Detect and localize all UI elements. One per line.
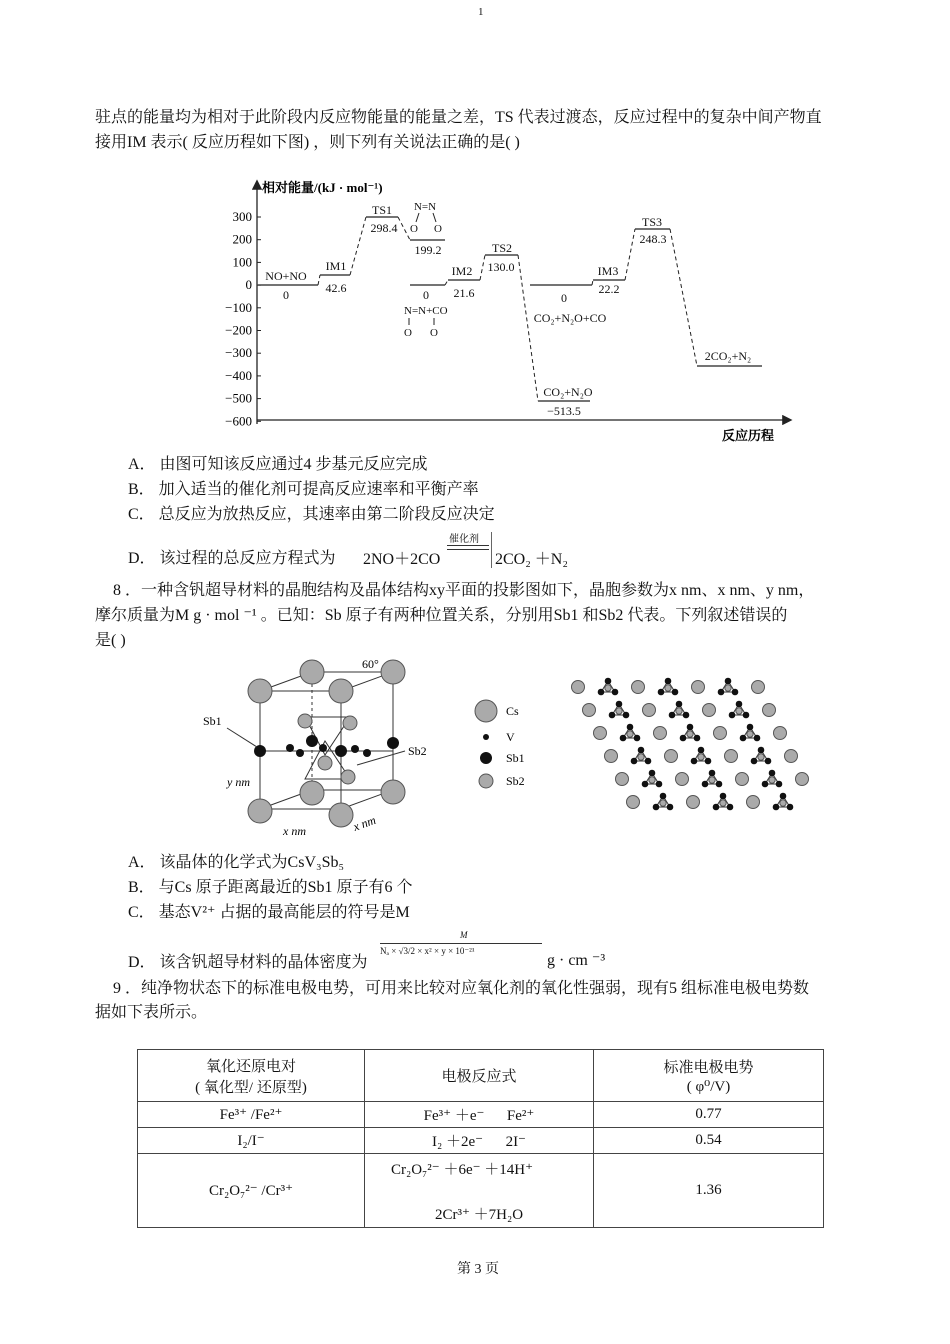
projection-v	[732, 689, 739, 696]
sb2-label: Sb2	[408, 744, 427, 758]
projection-v	[736, 701, 743, 708]
projection-cs	[692, 681, 705, 694]
x-axis-label: 反应历程	[722, 428, 775, 443]
projection-cs	[752, 681, 765, 694]
q8-density-num: M	[460, 930, 468, 940]
table-row	[138, 1128, 824, 1154]
projection-sb2	[676, 708, 682, 714]
q7-option-d: D． 该过程的总反应方程式为	[128, 550, 336, 567]
projection-v	[667, 804, 674, 811]
projection-v	[645, 758, 652, 765]
cell-reaction: Fe³⁺ ＋e⁻ Fe²⁺	[365, 1102, 594, 1128]
projection-v	[705, 758, 712, 765]
projection-v	[762, 781, 769, 788]
projection-cs	[572, 681, 585, 694]
projection-v	[709, 770, 716, 777]
projection-cs	[665, 750, 678, 763]
y-tick-label: 100	[232, 254, 252, 270]
projection-cs	[703, 704, 716, 717]
value-co2n2oco: 0	[561, 291, 567, 305]
y-tick-label: −400	[225, 367, 252, 383]
y-dim-label: y nm	[227, 775, 250, 789]
q8-option-c: C． 基态V²⁺ 占据的最高能层的符号是M	[128, 904, 410, 921]
y-tick-label: −300	[225, 345, 252, 361]
projection-v	[598, 689, 605, 696]
projection-cs	[627, 796, 640, 809]
projection-v	[609, 712, 616, 719]
legend-sb2: Sb2	[506, 774, 525, 788]
projection-cs	[654, 727, 667, 740]
projection-cs	[714, 727, 727, 740]
projection-cs	[687, 796, 700, 809]
projection-v	[634, 735, 641, 742]
projection-v	[680, 735, 687, 742]
projection-sb2	[605, 685, 611, 691]
label-ts1: TS1	[371, 203, 393, 217]
projection-sb2	[660, 800, 666, 806]
y-tick-label: 200	[232, 231, 252, 247]
projection-v	[773, 804, 780, 811]
svg-text:O: O	[410, 223, 418, 235]
angle-label: 60°	[362, 657, 379, 671]
y-tick-label: 0	[245, 277, 252, 293]
y-tick-label: −500	[225, 390, 252, 406]
reaction-line-1: Cr₂O₇²⁻ ＋6e⁻ ＋14H⁺	[391, 1162, 534, 1178]
projection-sb2	[758, 754, 764, 760]
projection-cs	[643, 704, 656, 717]
header-reaction: 电极反应式	[365, 1050, 594, 1102]
projection-sb2	[649, 777, 655, 783]
projection-v	[713, 804, 720, 811]
projection-v	[698, 747, 705, 754]
projection-v	[658, 689, 665, 696]
projection-v	[623, 712, 630, 719]
q8-density-den: Nₐ × √3/2 × x² × y × 10⁻²¹	[380, 946, 475, 956]
q8-option-a: A． 该晶体的化学式为CsV₃Sb₅	[128, 854, 345, 871]
onnn-structure	[404, 305, 448, 339]
projection-v	[743, 712, 750, 719]
projection-v	[725, 678, 732, 685]
cell-potential: 0.77	[594, 1102, 824, 1128]
projection-sb2	[616, 708, 622, 714]
projection-sb2	[665, 685, 671, 691]
q8-line-2: 摩尔质量为M g · mol ⁻¹ 。已知：Sb 原子有两种位置关系，分别用Sb1 和Sb2 代表。下列叙述错误的	[95, 607, 788, 624]
projection-v	[616, 701, 623, 708]
projection-cs	[796, 773, 809, 786]
q7-eq-bar-2	[447, 549, 489, 550]
page-footer: 第 3 页	[457, 1262, 499, 1277]
projection-v	[769, 770, 776, 777]
q9-line-1: 9 ．纯净物状态下的标准电极电势，可用来比较对应氧化剂的氧化性强弱，现有5 组标准电极电势数	[113, 980, 810, 997]
y-tick-label: −600	[225, 413, 252, 429]
projection-v	[660, 793, 667, 800]
value-n2o2: 199.2	[414, 243, 442, 257]
projection-v	[776, 781, 783, 788]
label-ts3: TS3	[641, 215, 663, 229]
header-potential: 标准电极电势 ( φ⁰/V)	[594, 1050, 824, 1102]
projection-v	[691, 758, 698, 765]
crystal-cell-figure	[195, 655, 435, 843]
projection-cs	[763, 704, 776, 717]
projection-cs	[594, 727, 607, 740]
projection-cs	[736, 773, 749, 786]
value-im2: 21.6	[453, 286, 475, 300]
projection-v	[665, 678, 672, 685]
projection-v	[620, 735, 627, 742]
projection-cs	[583, 704, 596, 717]
projection-v	[642, 781, 649, 788]
q7-eq-divider	[491, 532, 492, 568]
label-co2-n2o: CO₂+N₂O	[543, 385, 593, 399]
cell-pair: Cr₂O₇²⁻ /Cr³⁺	[138, 1154, 365, 1228]
projection-v	[780, 793, 787, 800]
projection-sb2	[747, 731, 753, 737]
cell-pair: Fe³⁺ /Fe²⁺	[138, 1102, 365, 1128]
sb1-label: Sb1	[203, 714, 222, 728]
cell-reaction	[365, 1154, 594, 1228]
projection-v	[649, 770, 656, 777]
value-im3: 22.2	[598, 282, 620, 296]
q9-line-2: 据如下表所示。	[95, 1004, 208, 1021]
cell-potential: 0.54	[594, 1128, 824, 1154]
projection-sb2	[709, 777, 715, 783]
label-reactants: NO+NO	[265, 269, 307, 283]
q7-option-b: B． 加入适当的催化剂可提高反应速率和平衡产率	[128, 481, 479, 498]
value-ts3: 248.3	[639, 232, 667, 246]
projection-sb2	[638, 754, 644, 760]
legend-v: V	[506, 730, 515, 744]
label-im2: IM2	[451, 264, 473, 278]
table-row	[138, 1154, 824, 1228]
projection-v	[653, 804, 660, 811]
label-ts2: TS2	[491, 241, 513, 255]
q8-fraction-bar	[380, 943, 542, 944]
q7-eq-bar-1	[447, 545, 489, 546]
y-tick-label: 300	[232, 209, 252, 224]
energy-diagram	[200, 172, 800, 452]
projection-v	[758, 747, 765, 754]
intro-line-1: 驻点的能量均为相对于此阶段内反应物能量的能量之差，TS 代表过渡态，反应过程中的复杂中间产物直	[95, 109, 822, 126]
svg-text:N=N: N=N	[413, 201, 437, 213]
svg-text:O: O	[430, 327, 438, 339]
q7-eq-right: 2CO₂ ＋N₂	[495, 551, 568, 568]
value-onnn: 0	[423, 288, 429, 302]
page-top-number: 1	[478, 6, 484, 18]
projection-v	[754, 735, 761, 742]
label-im1: IM1	[325, 259, 347, 273]
projection-v	[718, 689, 725, 696]
value-co2-n2o: −513.5	[547, 404, 581, 418]
q7-option-c: C． 总反应为放热反应，其速率由第二阶段反应决定	[128, 506, 495, 523]
projection-v	[716, 781, 723, 788]
reaction-line-2: 2Cr³⁺ ＋7H₂O	[434, 1207, 524, 1223]
q8-line-1: 8 ．一种含钒超导材料的晶胞结构及晶体结构xy平面的投影图如下，晶胞参数为x nm、x nm、y nm，	[113, 582, 815, 599]
q7-eq-left: 2NO＋2CO	[363, 551, 441, 568]
projection-cs	[774, 727, 787, 740]
projection-v	[669, 712, 676, 719]
cell-potential: 1.36	[594, 1154, 824, 1228]
projection-v	[702, 781, 709, 788]
cell-reaction: I₂ ＋2e⁻ 2I⁻	[365, 1128, 594, 1154]
projection-cs	[605, 750, 618, 763]
intro-line-2: 接用IM 表示( 反应历程如下图) ，则下列有关说法正确的是( )	[95, 134, 520, 151]
value-reactants: 0	[283, 288, 289, 302]
projection-v	[729, 712, 736, 719]
label-products: 2CO₂+N₂	[704, 349, 752, 363]
projection-cs	[676, 773, 689, 786]
projection-cs	[785, 750, 798, 763]
label-co2n2oco: CO₂+N₂O+CO	[533, 311, 607, 325]
projection-v	[676, 701, 683, 708]
projection-sb2	[769, 777, 775, 783]
svg-text:O: O	[434, 223, 442, 235]
cell-pair: I₂/I⁻	[138, 1128, 365, 1154]
projection-cs	[747, 796, 760, 809]
y-tick-label: −100	[225, 299, 252, 315]
header-pair: 氧化还原电对 ( 氧化型/ 还原型)	[138, 1050, 365, 1102]
potential-table	[137, 1049, 824, 1228]
projection-sb2	[687, 731, 693, 737]
projection-sb2	[698, 754, 704, 760]
value-ts1: 298.4	[370, 221, 398, 235]
projection-v	[720, 793, 727, 800]
table-header-row	[138, 1050, 824, 1102]
projection-sb2	[627, 731, 633, 737]
n2o2-structure	[410, 201, 442, 235]
projection-v	[683, 712, 690, 719]
q7-catalyst: 催化剂	[449, 534, 479, 545]
projection-cs	[725, 750, 738, 763]
projection-v	[787, 804, 794, 811]
crystal-legend	[470, 695, 550, 795]
y-tick-label: −200	[225, 322, 252, 338]
projection-sb2	[720, 800, 726, 806]
projection-sb2	[780, 800, 786, 806]
y-axis-label: 相对能量/(kJ · mol⁻¹)	[262, 180, 383, 195]
projection-v	[765, 758, 772, 765]
xy-projection-figure	[560, 675, 810, 820]
x-dim-label-1: x nm	[283, 824, 306, 838]
projection-cs	[632, 681, 645, 694]
q8-line-3: 是( )	[95, 632, 126, 649]
projection-v	[694, 735, 701, 742]
q7-option-a: A． 由图可知该反应通过4 步基元反应完成	[128, 456, 428, 473]
projection-v	[627, 724, 634, 731]
q8-option-d: D． 该含钒超导材料的晶体密度为	[128, 954, 368, 971]
legend-cs: Cs	[506, 704, 519, 718]
projection-v	[656, 781, 663, 788]
projection-v	[612, 689, 619, 696]
projection-v	[727, 804, 734, 811]
projection-v	[751, 758, 758, 765]
projection-v	[747, 724, 754, 731]
svg-text:N=N+CO: N=N+CO	[404, 305, 448, 317]
q8-density-unit: g · cm ⁻³	[547, 952, 606, 969]
projection-v	[638, 747, 645, 754]
projection-sb2	[736, 708, 742, 714]
projection-cs	[616, 773, 629, 786]
projection-v	[687, 724, 694, 731]
value-im1: 42.6	[325, 281, 347, 295]
svg-text:O: O	[404, 327, 412, 339]
legend-sb1: Sb1	[506, 751, 525, 765]
table-row	[138, 1102, 824, 1128]
projection-v	[605, 678, 612, 685]
value-ts2: 130.0	[487, 260, 515, 274]
projection-sb2	[725, 685, 731, 691]
q8-option-b: B． 与Cs 原子距离最近的Sb1 原子有6 个	[128, 879, 413, 896]
label-im3: IM3	[597, 264, 619, 278]
projection-v	[631, 758, 638, 765]
x-dim-label-2: x nm	[351, 812, 378, 834]
projection-v	[672, 689, 679, 696]
projection-v	[740, 735, 747, 742]
